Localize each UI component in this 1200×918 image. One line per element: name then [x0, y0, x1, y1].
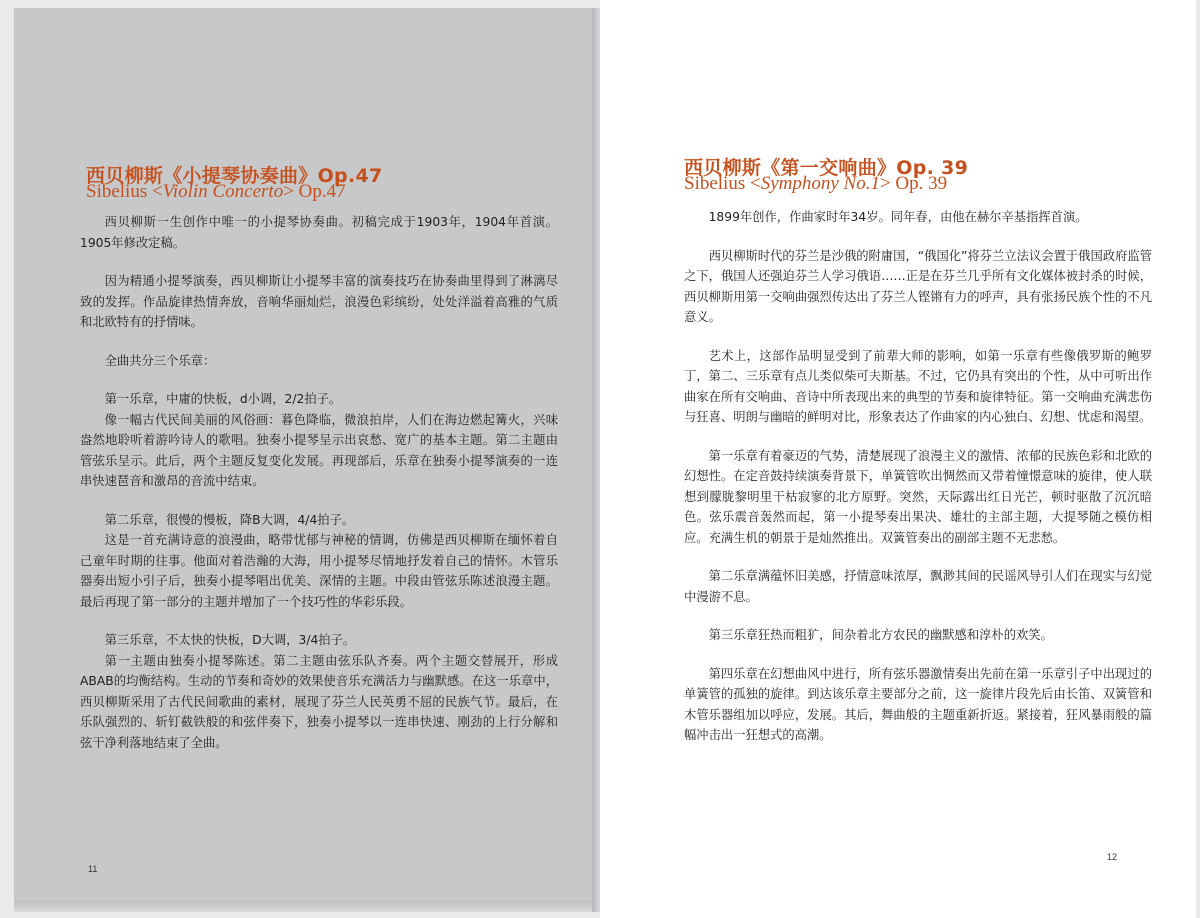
paragraph: 西贝柳斯一生创作中唯一的小提琴协奏曲。初稿完成于1903年，1904年首演。1905年修改定稿。 — [80, 215, 558, 250]
paragraph: 第二乐章满蕴怀旧美感，抒情意味浓厚，飘渺其间的民谣风导引人们在现实与幻觉中漫游不息。 — [684, 569, 1152, 604]
page-title-chinese: 西贝柳斯《小提琴协奏曲》Op.47 — [86, 165, 383, 187]
paragraph: 像一幅古代民间美丽的风俗画：暮色降临，微浪拍岸，人们在海边燃起篝火，兴味盎然地聆听着游吟诗人的歌唱。独奏小提琴呈示出哀愁、宽广的基本主题。第二主题由管弦乐呈示。此后，两个主题反复变化发展。再现部后，乐章在独奏小提琴演奏的一连串快速琶音和激昂的音流中结束。 — [80, 412, 558, 488]
paragraph: 第四乐章在幻想曲风中进行，所有弦乐器激情奏出先前在第一乐章引子中出现过的单簧管的孤独的旋律。到达该乐章主要部分之前，这一旋律片段先后由长笛、双簧管和木管乐器组加以呼应，发展。其后，舞曲般的主题重新折返。紧接着，狂风暴雨般的篇幅冲击出一狂想式的高潮。 — [684, 666, 1152, 742]
title-en-prefix: Sibelius < — [684, 173, 761, 194]
page-number: 11 — [88, 864, 98, 874]
paragraph: 1899年创作，作曲家时年34岁。同年春，由他在赫尔辛基指挥首演。 — [708, 210, 1088, 224]
title-en-work: Violin Concerto — [162, 181, 284, 202]
movement-heading: 第一乐章，中庸的快板，d小调，2/2拍子。 — [104, 392, 342, 406]
title-en-work: Symphony No.1 — [760, 173, 880, 194]
page-title-english — [684, 173, 947, 195]
page-number: 12 — [1107, 852, 1118, 862]
paragraph: 因为精通小提琴演奏，西贝柳斯让小提琴丰富的演奏技巧在协奏曲里得到了淋漓尽致的发挥。作品旋律热情奔放，音响华丽灿烂，浪漫色彩缤纷，处处洋溢着高雅的气质和北欧特有的抒情味。 — [80, 274, 558, 329]
paragraph: 艺术上，这部作品明显受到了前辈大师的影响，如第一乐章有些像俄罗斯的鲍罗丁，第二、三乐章有点儿类似柴可夫斯基。不过，它仍具有突出的个性，从中可听出作曲家在所有交响曲、音诗中所表现出来的典型的节奏和旋律特征。第一交响曲充满悲伤与狂喜、明朗与幽暗的鲜明对比，形象表达了作曲家的内心独白、幻想、忧虑和渴望。 — [684, 348, 1152, 424]
right-page — [600, 0, 1196, 918]
article-body — [80, 212, 558, 771]
page-title-english — [86, 181, 346, 203]
article-body — [684, 207, 1152, 764]
paragraph: 全曲共分三个乐章： — [104, 353, 216, 368]
paragraph: 这是一首充满诗意的浪漫曲，略带忧郁与神秘的情调，仿佛是西贝柳斯在缅怀着自己童年时期的往事。他面对着浩瀚的大海，用小提琴尽情地抒发着自己的情怀。木管乐器奏出短小引子后，独奏小提琴唱出优美、深情的主题。中段由管弦乐陈述浪漫主题。最后再现了第一部分的主题并增加了一个技巧性的华彩乐段。 — [80, 533, 558, 609]
page-title-chinese: 西贝柳斯《第一交响曲》Op. 39 — [684, 157, 969, 179]
movement-heading: 第二乐章，很慢的慢板，降B大调，4/4拍子。 — [104, 512, 355, 527]
paragraph: 第一乐章有着豪迈的气势，清楚展现了浪漫主义的激情、浓郁的民族色彩和北欧的幻想性。在定音鼓持续演奏背景下，单簧管吹出惆然而又带着憧憬意味的旋律，使人联想到朦胧黎明里干枯寂寥的北方原野。突然，天际露出红日光芒，顿时驱散了沉沉暗色。弦乐震音轰然而起，第一小提琴奏出果决、雄壮的主部主题，大提琴随之模仿相应。充满生机的朝景于是灿然推出。双簧管奏出的副部主题不无悲愁。 — [684, 448, 1152, 545]
title-en-suffix: > Op.47 — [283, 181, 346, 202]
title-en-prefix: Sibelius < — [86, 181, 163, 202]
paragraph: 西贝柳斯时代的芬兰是沙俄的附庸国，“俄国化”将芬兰立法议会置于俄国政府监管之下，俄国人还强迫芬兰人学习俄语……正是在芬兰几乎所有文化媒体被封杀的时候，西贝柳斯用第一交响曲强烈传达出了芬兰人铿锵有力的呼声，具有张扬民族个性的不凡意义。 — [684, 248, 1152, 324]
left-page — [14, 8, 600, 912]
paragraph: 第一主题由独奏小提琴陈述。第二主题由弦乐队齐奏。两个主题交替展开，形成ABAB的均衡结构。生动的节奏和奇妙的效果使音乐充满活力与幽默感。在这一乐章中，西贝柳斯采用了古代民间歌曲的素材，展现了芬兰人民英勇不屈的民族气节。最后，在乐队强烈的、斩钉截铁般的和弦伴奏下，独奏小提琴以一连串快速、刚劲的上行分解和弦干净利落地结束了全曲。 — [80, 653, 558, 750]
title-en-suffix: > Op. 39 — [879, 173, 948, 194]
page-edge-shadow — [14, 900, 600, 912]
movement-heading: 第三乐章，不太快的快板，D大调，3/4拍子。 — [104, 633, 356, 647]
paragraph: 第三乐章狂热而粗犷，间杂着北方农民的幽默感和淳朴的欢笑。 — [708, 628, 1053, 642]
